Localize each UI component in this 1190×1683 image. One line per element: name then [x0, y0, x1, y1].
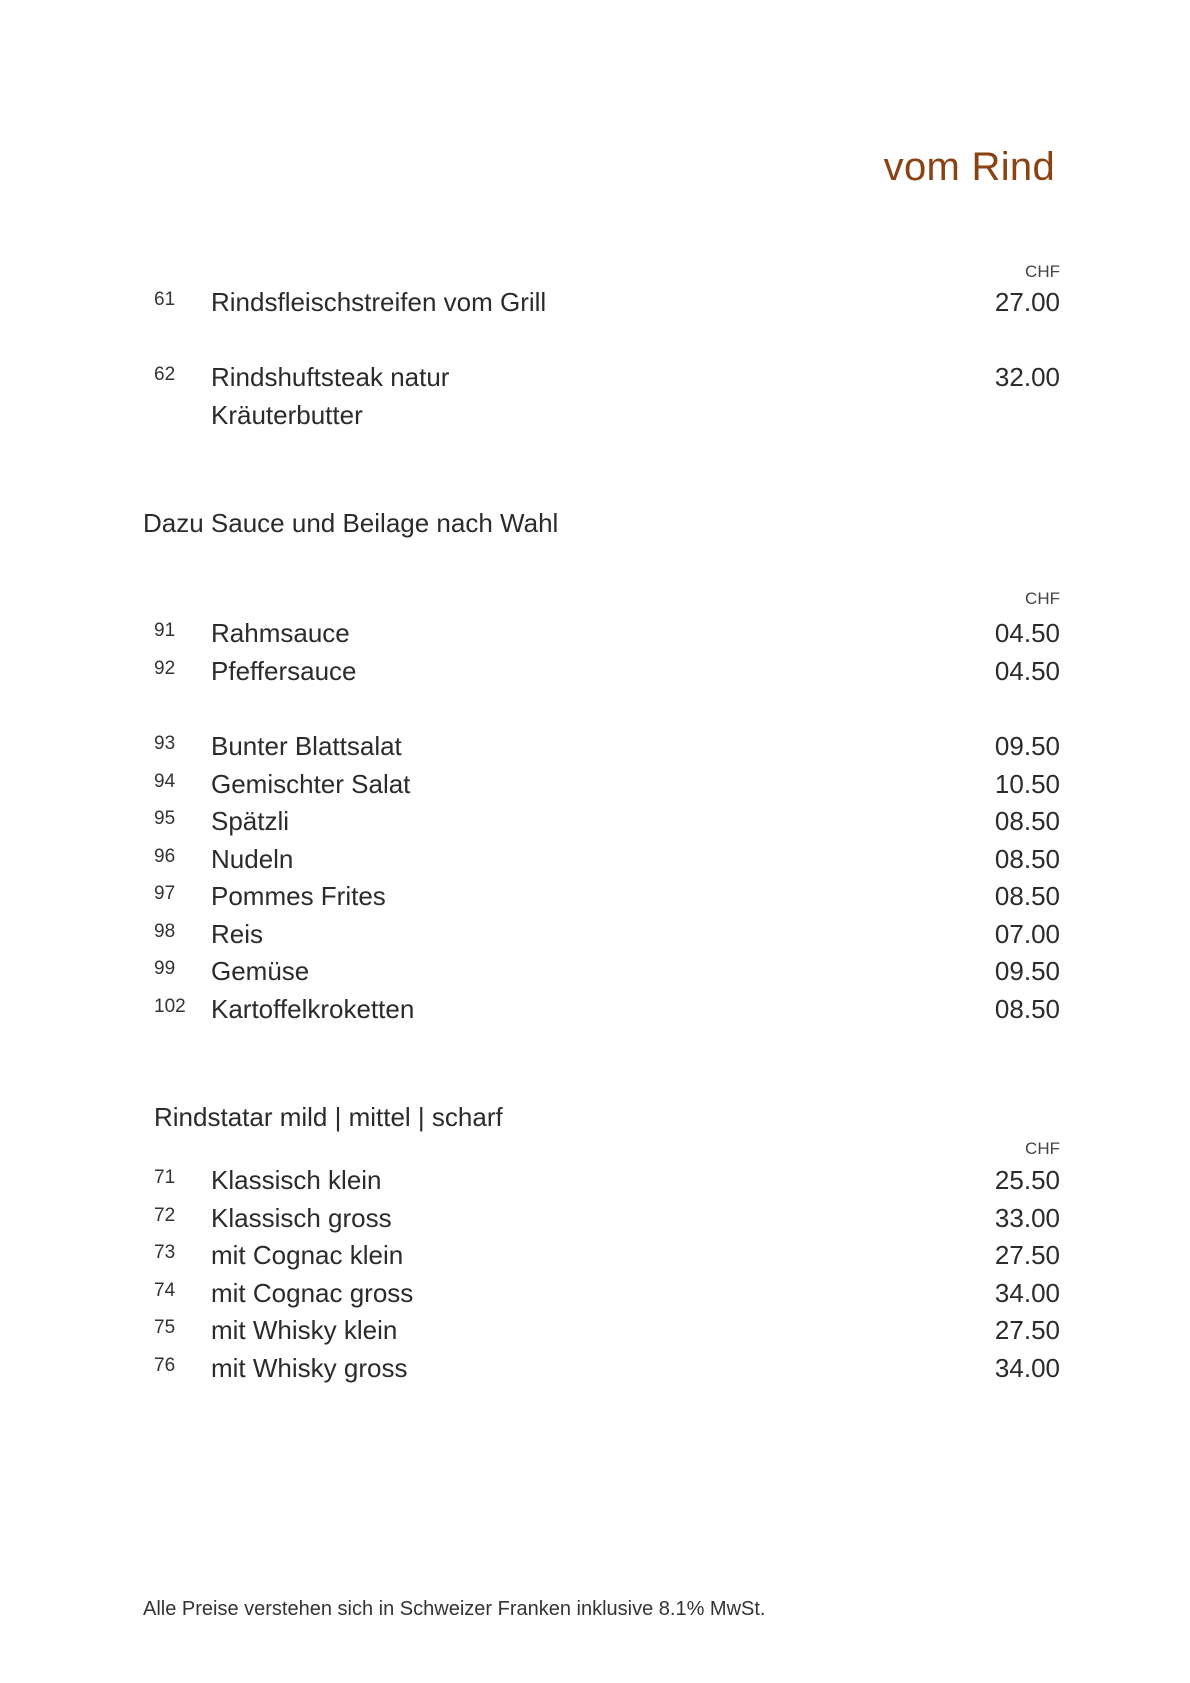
- item-price: 04.50: [994, 656, 1060, 686]
- item-name: Kartoffelkroketten: [211, 994, 415, 1024]
- item-name: Reis: [211, 919, 264, 949]
- item-name: Klassisch klein: [211, 1165, 382, 1195]
- page-title: vom Rind: [883, 145, 1055, 189]
- item-price: 04.50: [994, 618, 1060, 648]
- item-name: Rindsfleischstreifen vom Grill: [211, 287, 547, 317]
- item-price: 08.50: [994, 844, 1060, 874]
- item-number: 95: [154, 808, 176, 829]
- item-name: Pommes Frites: [211, 881, 386, 911]
- item-price: 09.50: [994, 731, 1060, 761]
- item-number: 99: [154, 958, 176, 979]
- item-price: 27.50: [994, 1315, 1060, 1345]
- item-number: 76: [154, 1355, 176, 1376]
- item-price: 08.50: [994, 806, 1060, 836]
- item-price: 33.00: [994, 1203, 1060, 1233]
- item-name: mit Whisky gross: [211, 1353, 408, 1383]
- item-number: 61: [154, 289, 176, 310]
- item-number: 71: [154, 1167, 176, 1188]
- item-price: 07.00: [994, 919, 1060, 949]
- item-price: 25.50: [994, 1165, 1060, 1195]
- footer-note: Alle Preise verstehen sich in Schweizer Franken inklusive 8.1% MwSt.: [143, 1598, 766, 1620]
- currency-label: CHF: [1025, 1139, 1060, 1158]
- item-name: Rahmsauce: [211, 618, 350, 648]
- item-name: Spätzli: [211, 806, 290, 836]
- currency-label: CHF: [1025, 589, 1060, 608]
- item-name: mit Cognac klein: [211, 1240, 404, 1270]
- item-number: 102: [154, 996, 186, 1017]
- section-note: Dazu Sauce und Beilage nach Wahl: [143, 508, 559, 538]
- item-name: Gemüse: [211, 956, 310, 986]
- item-name: Rindshuftsteak natur: [211, 362, 450, 392]
- item-price: 08.50: [994, 881, 1060, 911]
- item-price: 32.00: [994, 362, 1060, 392]
- item-number: 74: [154, 1280, 176, 1301]
- item-number: 72: [154, 1205, 176, 1226]
- item-name: mit Cognac gross: [211, 1278, 414, 1308]
- item-number: 62: [154, 364, 176, 385]
- item-name: Bunter Blattsalat: [211, 731, 402, 761]
- item-number: 92: [154, 658, 176, 679]
- item-number: 91: [154, 620, 176, 641]
- item-number: 98: [154, 921, 176, 942]
- item-price: 34.00: [994, 1278, 1060, 1308]
- item-price: 10.50: [994, 769, 1060, 799]
- item-price: 27.00: [994, 287, 1060, 317]
- item-subline: Kräuterbutter: [211, 400, 363, 430]
- item-name: Nudeln: [211, 844, 294, 874]
- item-number: 96: [154, 846, 176, 867]
- item-number: 73: [154, 1242, 176, 1263]
- item-name: Pfeffersauce: [211, 656, 357, 686]
- item-price: 08.50: [994, 994, 1060, 1024]
- item-price: 27.50: [994, 1240, 1060, 1270]
- currency-label: CHF: [1025, 262, 1060, 281]
- item-price: 34.00: [994, 1353, 1060, 1383]
- section-note: Rindstatar mild | mittel | scharf: [154, 1102, 503, 1132]
- item-name: Gemischter Salat: [211, 769, 411, 799]
- item-number: 93: [154, 733, 176, 754]
- item-price: 09.50: [994, 956, 1060, 986]
- item-number: 75: [154, 1317, 176, 1338]
- item-name: Klassisch gross: [211, 1203, 392, 1233]
- item-name: mit Whisky klein: [211, 1315, 398, 1345]
- item-number: 97: [154, 883, 176, 904]
- item-number: 94: [154, 771, 176, 792]
